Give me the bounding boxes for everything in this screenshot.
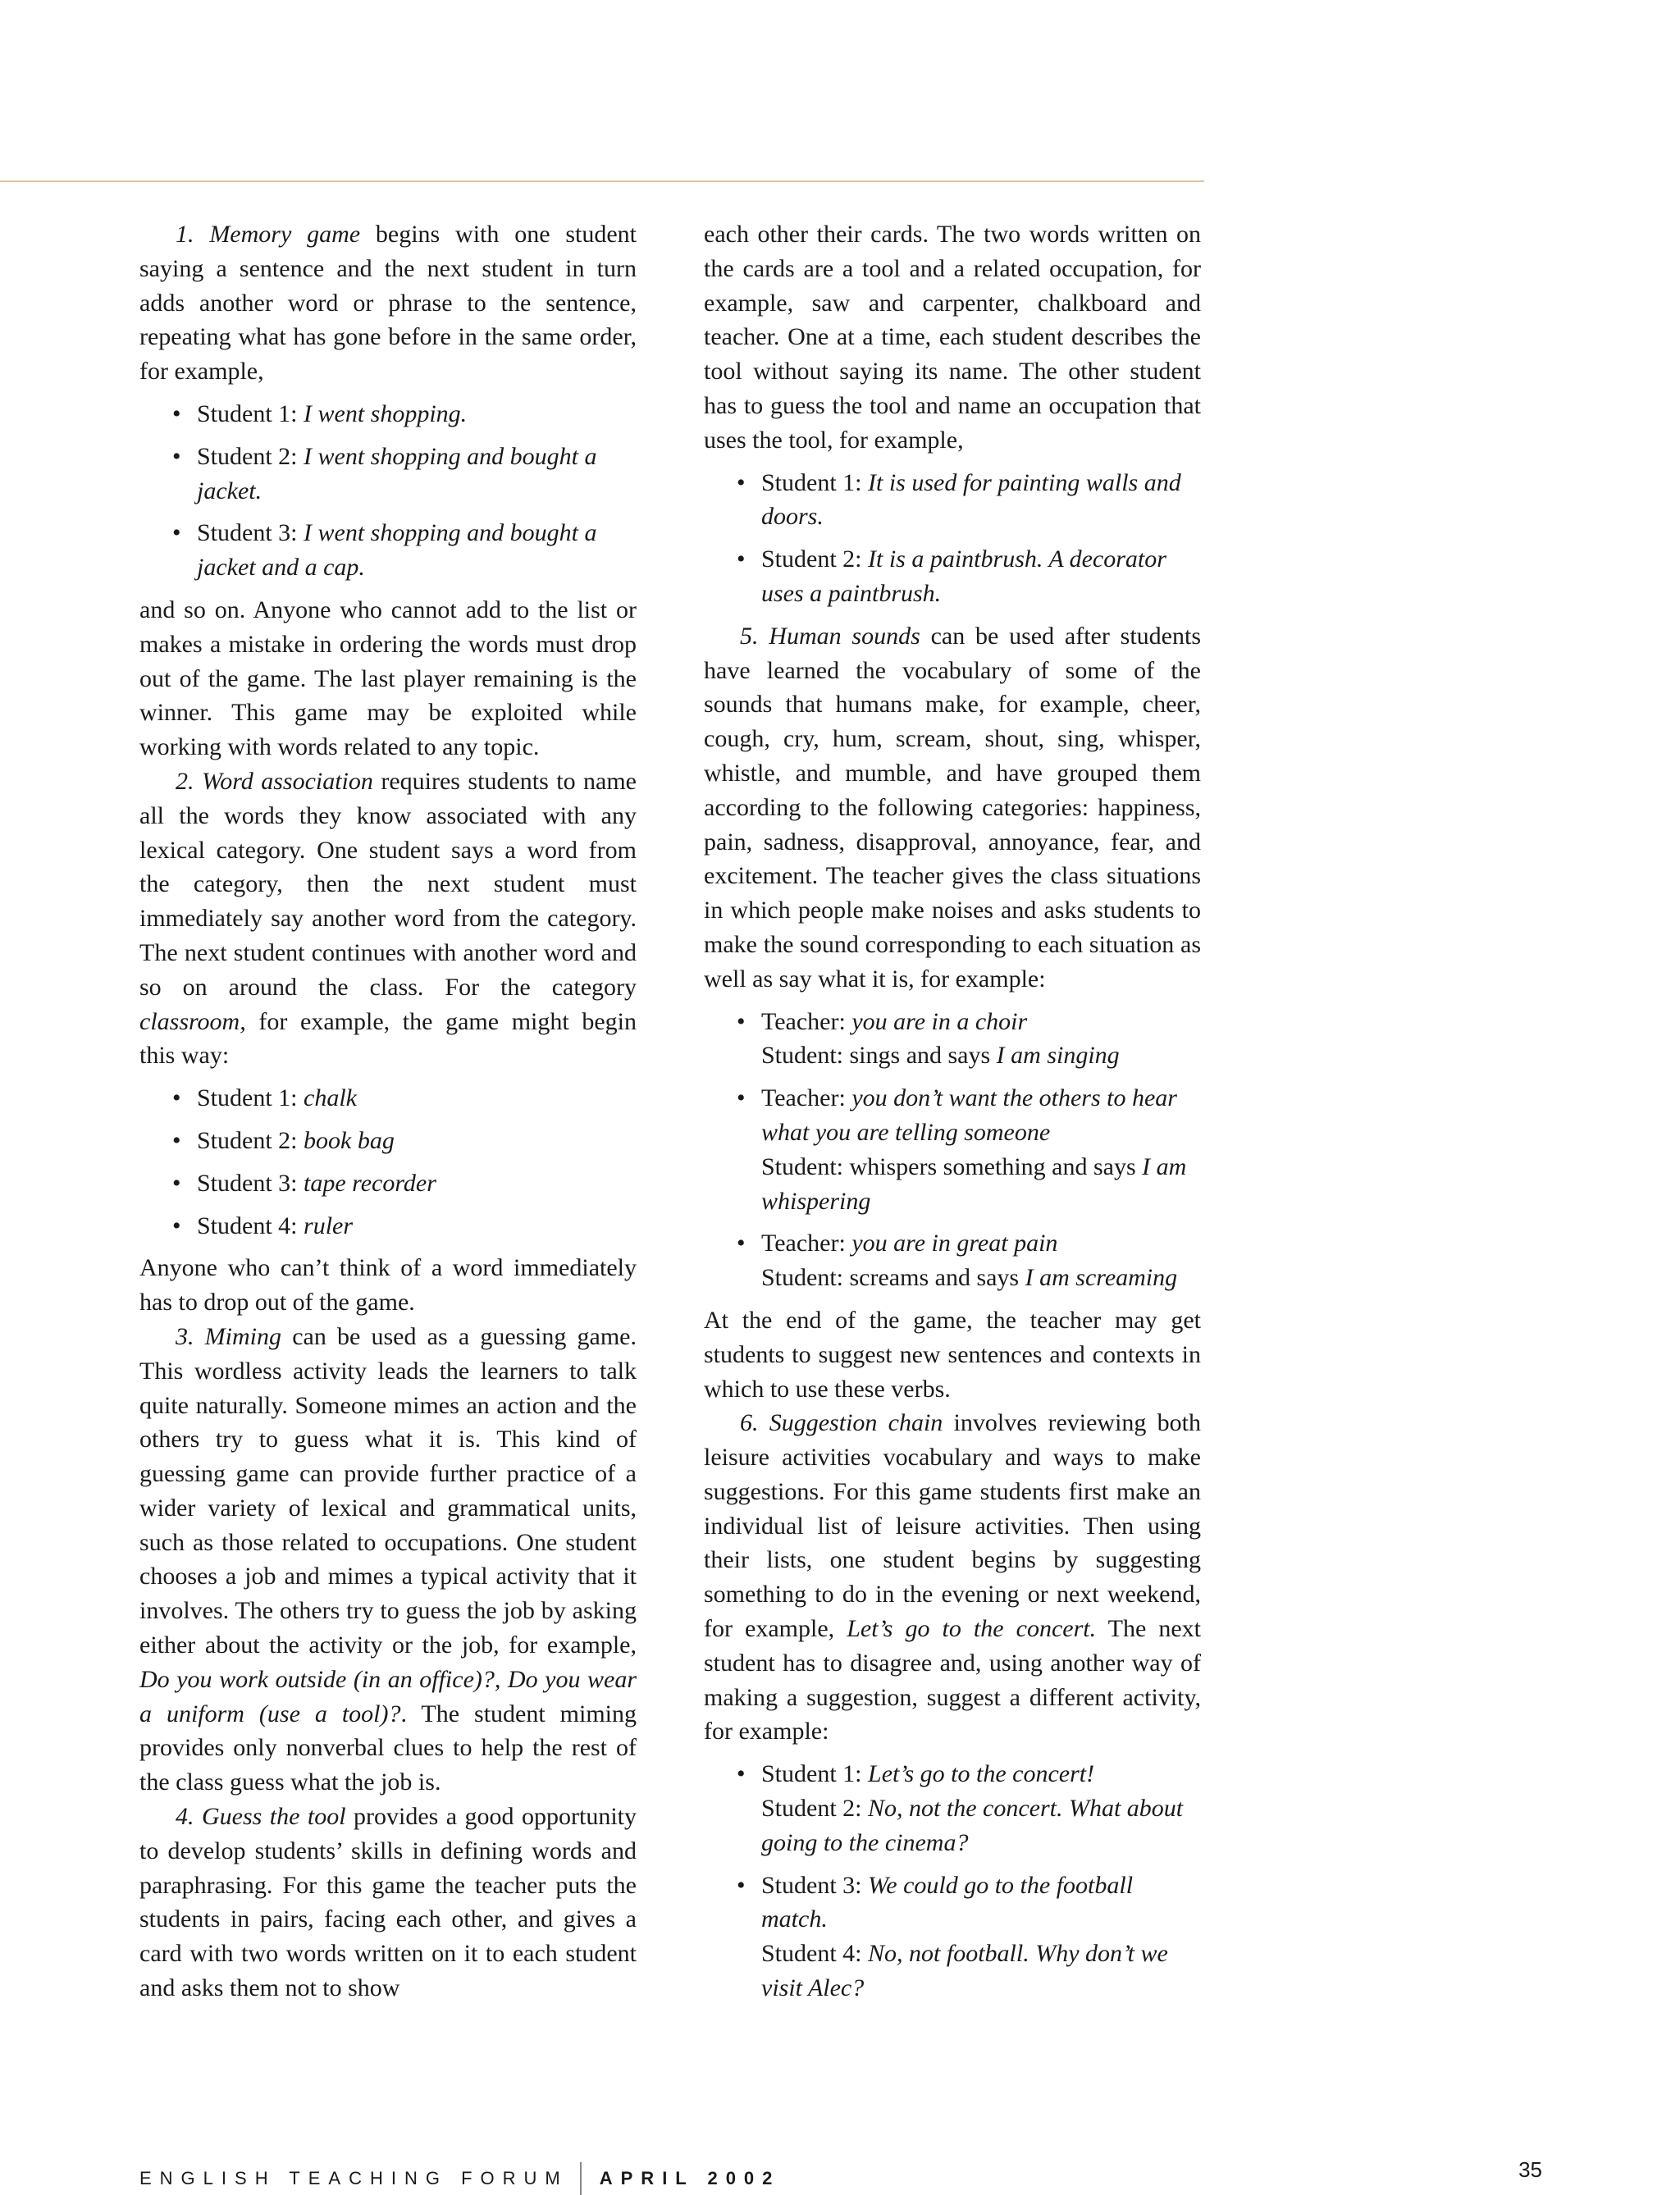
game-title: 4. Guess the tool [176,1803,346,1831]
issue-date: APRIL 2002 [599,2168,781,2188]
list-item: • Teacher: you are in great pain Student: screams and says I am screaming [704,1226,1201,1295]
paragraph-guess-the-tool: 4. Guess the tool provides a good opportunity to develop students’ skills in defining words and paraphrasing. For this game the teacher puts the students in pairs, facing each other, and gives a card with two words written on it to each student and asks them not to show [139,1803,637,2002]
list-item: • Teacher: you are in a choir Student: sings and says I am singing [704,1005,1201,1074]
paragraph-miming: 3. Miming can be used as a guessing game. This wordless activity leads the learners to talk quite naturally. Someone mimes an action and the others try to guess what it is. This kind of guessing game can provide further practice of a wider variety of lexical and grammatical units, such as those related to occupations. One student chooses a job and mimes a typical activity that it involves. The others try to guess the job by asking either about the activity or the job, for example, Do you work outside (in an office)?, Do you wear a uniform (use a tool)?. The student miming provides only nonverbal clues to help the rest of the class guess what the job is. [139,1322,637,1796]
game-title: 1. Memory game [176,221,361,248]
list-item: • Student 2: It is a paintbrush. A decorator uses a paintbrush. [704,542,1201,611]
paragraph: each other their cards. The two words written on the cards are a tool and a related occupation, for example, saw and carpenter, chalkboard and teacher. One at a time, each student describes the tool without saying its name. The other student has to guess the tool and name an occupation that uses the tool, for example, [704,221,1201,454]
footer-divider [580,2162,582,2195]
game-title: 2. Word association [176,767,373,795]
list-item: • Student 3: tape recorder [139,1166,637,1201]
page-number: 35 [1518,2157,1542,2182]
game-title: 6. Suggestion chain [740,1409,943,1437]
paragraph-suggestion-chain: 6. Suggestion chain involves reviewing both leisure activities vocabulary and ways to make suggestions. For this game students first make an individual list of leisure activities. Then using their lists, one student begins by suggesting something to do in the evening or next weekend, for example, Let’s go to the concert. The next student has to disagree and, using another way of making a suggestion, suggest a different activity, for example: [704,1409,1202,1746]
paragraph: Anyone who can’t think of a word immediately has to drop out of the game. [139,1254,637,1317]
list-item: • Teacher: you don’t want the others to hear what you are telling someone Student: whispers something and says I am whispering [704,1081,1201,1218]
right-column [704,217,1201,2014]
paragraph-word-association: 2. Word association requires students to name all the words they know associated with any lexical category. One student says a word from the category, then the next student must immediately say another word from the category. The next student continues with another word and so on around the class. For the category classroom, for example, the game might begin this way: [139,767,637,1070]
header-rule [0,180,1204,182]
guess-the-tool-examples [704,466,1201,611]
paragraph: At the end of the game, the teacher may get students to suggest new sentences and contexts in which to use these verbs. [704,1306,1201,1403]
list-item: • Student 1: I went shopping. [139,397,637,431]
list-item: • Student 2: book bag [139,1124,637,1158]
list-item: • Student 4: ruler [139,1209,637,1244]
publication-name: ENGLISH TEACHING FORUM [139,2168,568,2188]
list-item: • Student 1: Let’s go to the concert! Student 2: No, not the concert. What about going to the cinema? [704,1757,1201,1860]
paragraph-human-sounds: 5. Human sounds can be used after students have learned the vocabulary of some of the sounds that humans make, for example, cheer, cough, cry, hum, scream, shout, sing, whisper, whistle, and mumble, and have grouped them according to the following categories: happiness, pain, sadness, disapproval, annoyance, fear, and excitement. The teacher gives the class situations in which people make noises and asks students to make the sound corresponding to each situation as well as say what it is, for example: [704,622,1201,993]
human-sounds-examples [704,1005,1201,1295]
list-item: • Student 3: I went shopping and bought a jacket and a cap. [139,516,637,585]
memory-game-examples [139,397,637,585]
game-title: 5. Human sounds [740,622,920,650]
list-item: • Student 2: I went shopping and bought a jacket. [139,440,637,509]
list-item: • Student 1: It is used for painting walls and doors. [704,466,1201,535]
paragraph: and so on. Anyone who cannot add to the list or makes a mistake in ordering the words must drop out of the game. The last player remaining is the winner. This game may be exploited while working with words related to any topic. [139,596,637,761]
paragraph-memory-game: 1. Memory game begins with one student saying a sentence and the next student in turn adds another word or phrase to the sentence, repeating what has gone before in the same order, for example, [139,221,637,386]
page-footer [139,2162,1534,2195]
word-association-examples [139,1081,637,1243]
left-column [139,217,637,2006]
list-item: • Student 1: chalk [139,1081,637,1116]
list-item: • Student 3: We could go to the football match. Student 4: No, not football. Why don’t we visit Alec? [704,1869,1201,2006]
suggestion-chain-examples [704,1757,1201,2006]
game-title: 3. Miming [176,1322,282,1350]
